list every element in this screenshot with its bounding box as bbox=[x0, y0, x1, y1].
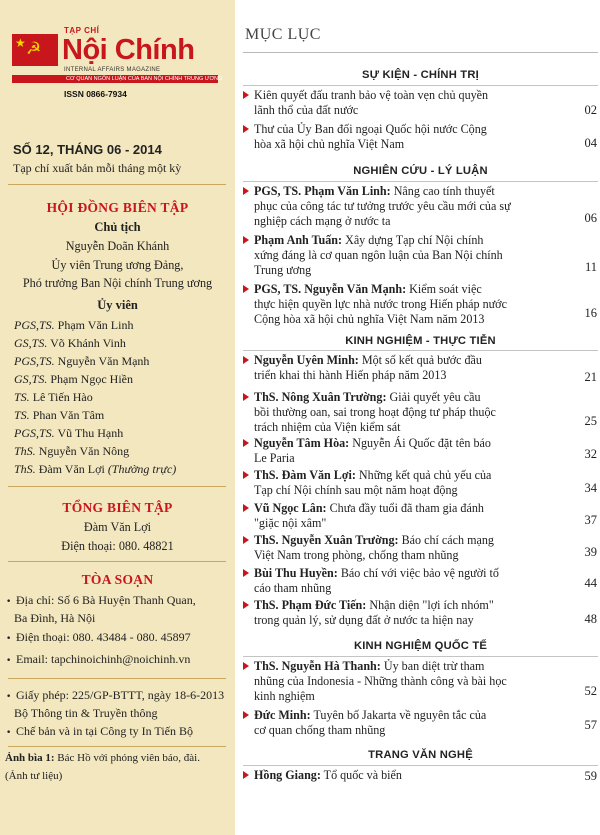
table-of-contents bbox=[235, 0, 600, 835]
toc-section-heading: NGHIÊN CỨU - LÝ LUẬN bbox=[353, 165, 488, 177]
toc-page-number: 02 bbox=[584, 103, 597, 117]
toc-page-number: 52 bbox=[584, 684, 597, 698]
board-member: PGS,TS. Nguyễn Văn Mạnh bbox=[14, 354, 150, 368]
bullet-triangle-icon bbox=[243, 236, 249, 244]
section-rule bbox=[243, 181, 598, 182]
license-info: • Giấy phép: 225/GP-BTTT, ngày 18-6-2013 bbox=[6, 688, 225, 702]
toc-page-number: 16 bbox=[584, 306, 597, 320]
editor-phone: Điện thoại: 080. 48821 bbox=[61, 539, 174, 553]
toc-page-number: 34 bbox=[584, 481, 597, 495]
toc-title: MỤC LỤC bbox=[245, 26, 321, 43]
license-authority: Bộ Thông tin & Truyền thông bbox=[14, 706, 158, 720]
board-heading: HỘI ĐỒNG BIÊN TẬP bbox=[46, 200, 189, 215]
toc-entry[interactable]: Bùi Thu Huyền: Báo chí với việc bảo vệ người tố cáo tham nhũng bbox=[243, 566, 563, 596]
party-flag-icon bbox=[12, 34, 58, 66]
office-email: • Email: tapchinoichinh@noichinh.vn bbox=[6, 652, 191, 666]
toc-entry[interactable]: Nguyễn Uyên Minh: Một số kết quả bước đầu triển khai thi hành Hiến pháp năm 2013 bbox=[243, 353, 563, 383]
bullet-triangle-icon bbox=[243, 471, 249, 479]
toc-page-number: 48 bbox=[584, 612, 597, 626]
toc-section-heading: KINH NGHIỆM QUỐC TẾ bbox=[353, 640, 488, 652]
star-icon: ★ bbox=[15, 36, 26, 50]
toc-entry[interactable]: Đức Minh: Tuyên bố Jakarta về nguyên tắc của cơ quan chống tham nhũng bbox=[243, 708, 563, 738]
bullet-icon: • bbox=[6, 634, 12, 644]
masthead bbox=[12, 26, 223, 99]
board-member: PGS,TS. Phạm Văn Linh bbox=[14, 318, 134, 332]
cover-caption: Ảnh bìa 1: Bác Hồ với phóng viên báo, đài. bbox=[5, 752, 200, 764]
toc-section-heading: SỰ KIỆN - CHÍNH TRỊ bbox=[362, 69, 479, 81]
bullet-icon: • bbox=[6, 692, 12, 702]
toc-page-number: 25 bbox=[584, 414, 597, 428]
toc-page-number: 21 bbox=[584, 370, 597, 384]
divider bbox=[8, 746, 226, 747]
bullet-triangle-icon bbox=[243, 187, 249, 195]
toc-page-number: 44 bbox=[584, 576, 597, 590]
toc-entry[interactable]: PGS, TS. Nguyễn Văn Mạnh: Kiểm soát việc thực hiện quyền lực nhà nước trong Hiến pháp nước Cộng hòa xã hội chủ nghĩa Việt Nam năm 2013 bbox=[243, 282, 563, 328]
editor-heading: TỔNG BIÊN TẬP bbox=[62, 500, 173, 515]
divider bbox=[8, 486, 226, 487]
board-member: TS. Phan Văn Tâm bbox=[14, 408, 105, 422]
office-phone: • Điện thoại: 080. 43484 - 080. 45897 bbox=[6, 630, 191, 644]
toc-page-number: 39 bbox=[584, 545, 597, 559]
toc-entry[interactable]: Phạm Anh Tuấn: Xây dựng Tạp chí Nội chính xứng đáng là cơ quan ngôn luận của Ban Nội chính Trung ương bbox=[243, 233, 563, 279]
bullet-triangle-icon bbox=[243, 356, 249, 364]
toc-entry[interactable]: Kiên quyết đấu tranh bảo vệ toàn vẹn chủ quyền lãnh thổ của đất nước bbox=[243, 88, 563, 118]
issue-number: SỐ 12, THÁNG 06 - 2014 bbox=[13, 142, 162, 157]
toc-page-number: 11 bbox=[584, 260, 597, 274]
board-member: ThS. Nguyễn Văn Nông bbox=[14, 444, 130, 458]
divider bbox=[8, 561, 226, 562]
toc-page-number: 06 bbox=[584, 211, 597, 225]
divider bbox=[8, 184, 226, 185]
bullet-triangle-icon bbox=[243, 662, 249, 670]
toc-entry[interactable]: ThS. Nguyễn Xuân Trường: Báo chí cách mạng Việt Nam trong phòng, chống tham nhũng bbox=[243, 533, 563, 563]
cover-credit: (Ảnh tư liệu) bbox=[5, 770, 63, 782]
office-heading: TÒA SOẠN bbox=[81, 572, 154, 587]
bullet-triangle-icon bbox=[243, 601, 249, 609]
board-member: TS. Lê Tiến Hào bbox=[14, 390, 93, 404]
toc-page-number: 04 bbox=[584, 136, 597, 150]
printer-info: • Chế bản và in tại Công ty In Tiến Bộ bbox=[6, 724, 193, 738]
toc-section-heading: KINH NGHIỆM - THỰC TIỄN bbox=[345, 335, 496, 347]
office-address: • Địa chỉ: Số 6 Bà Huyện Thanh Quan, bbox=[6, 593, 196, 607]
toc-page-number: 32 bbox=[584, 447, 597, 461]
bullet-triangle-icon bbox=[243, 569, 249, 577]
bullet-icon: • bbox=[6, 656, 12, 666]
bullet-icon: • bbox=[6, 728, 12, 738]
board-member: GS,TS. Phạm Ngọc Hiền bbox=[14, 372, 133, 386]
bullet-triangle-icon bbox=[243, 536, 249, 544]
bullet-triangle-icon bbox=[243, 285, 249, 293]
toc-page-number: 57 bbox=[584, 718, 597, 732]
masthead-sidebar bbox=[0, 0, 235, 835]
section-rule bbox=[243, 85, 598, 86]
toc-entry[interactable]: Thư của Ủy Ban đối ngoại Quốc hội nước Cộng hòa xã hội chủ nghĩa Việt Nam bbox=[243, 122, 563, 152]
toc-entry[interactable]: ThS. Nông Xuân Trường: Giải quyết yêu cầu bồi thường oan, sai trong hoạt động tư pháp thuộc trách nhiệm của Viện kiểm sát bbox=[243, 390, 563, 436]
hammer-sickle-icon: ☭ bbox=[26, 39, 42, 59]
toc-page-number: 59 bbox=[584, 769, 597, 783]
bullet-triangle-icon bbox=[243, 393, 249, 401]
bullet-triangle-icon bbox=[243, 125, 249, 133]
toc-page-number: 37 bbox=[584, 513, 597, 527]
toc-entry[interactable]: ThS. Phạm Đức Tiến: Nhận diện "lợi ích nhóm" trong quản lý, sử dụng đất ở nước ta hiện nay bbox=[243, 598, 563, 628]
chair-title-line1: Ủy viên Trung ương Đảng, bbox=[51, 258, 184, 272]
editor-name: Đàm Văn Lợi bbox=[83, 520, 152, 534]
bullet-triangle-icon bbox=[243, 771, 249, 779]
office-address-line2: Ba Đình, Hà Nội bbox=[14, 611, 96, 625]
bullet-triangle-icon bbox=[243, 504, 249, 512]
toc-entry[interactable]: Hồng Giang: Tổ quốc và biển bbox=[243, 768, 563, 783]
toc-entry[interactable]: PGS, TS. Phạm Văn Linh: Nâng cao tính thuyết phục của công tác tư tưởng trước yêu cầu mới của sự nghiệp cách mạng ở nước ta bbox=[243, 184, 563, 230]
bullet-icon: • bbox=[6, 597, 12, 607]
toc-entry[interactable]: ThS. Nguyễn Hà Thanh: Ủy ban diệt trừ tham nhũng của Indonesia - Những thành công và bài học kinh nghiệm bbox=[243, 659, 563, 705]
issn-number: ISSN 0866-7934 bbox=[64, 89, 127, 99]
toc-section-heading: TRANG VĂN NGHỆ bbox=[368, 749, 473, 761]
chair-name: Nguyễn Doãn Khánh bbox=[65, 239, 170, 253]
board-member: PGS,TS. Vũ Thu Hạnh bbox=[14, 426, 124, 440]
board-member: ThS. Đàm Văn Lợi (Thường trực) bbox=[14, 462, 177, 476]
issue-frequency: Tạp chí xuất bản mỗi tháng một kỳ bbox=[13, 161, 182, 175]
masthead-prefix: TẠP CHÍ bbox=[64, 26, 100, 35]
chair-title-line2: Phó trưởng Ban Nội chính Trung ương bbox=[22, 276, 213, 290]
toc-entry[interactable]: Nguyễn Tâm Hòa: Nguyễn Ái Quốc đặt tên báo Le Paria bbox=[243, 436, 563, 466]
section-rule bbox=[243, 765, 598, 766]
magazine-logo: Nội Chính bbox=[62, 34, 195, 66]
bullet-triangle-icon bbox=[243, 439, 249, 447]
chair-label: Chủ tịch bbox=[94, 220, 141, 234]
toc-title-rule bbox=[243, 52, 598, 53]
masthead-subtitle: INTERNAL AFFAIRS MAGAZINE bbox=[64, 67, 161, 73]
section-rule bbox=[243, 350, 598, 351]
masthead-tagline: CƠ QUAN NGÔN LUẬN CỦA BAN NỘI CHÍNH TRUNG ƯƠNG bbox=[66, 76, 223, 82]
section-rule bbox=[243, 656, 598, 657]
members-label: Ủy viên bbox=[97, 298, 138, 312]
board-member: GS,TS. Võ Khánh Vinh bbox=[14, 336, 126, 350]
toc-entry[interactable]: ThS. Đàm Văn Lợi: Những kết quả chủ yếu của Tạp chí Nội chính sau một năm hoạt động bbox=[243, 468, 563, 498]
divider bbox=[8, 678, 226, 679]
bullet-triangle-icon bbox=[243, 91, 249, 99]
bullet-triangle-icon bbox=[243, 711, 249, 719]
toc-entry[interactable]: Vũ Ngọc Lân: Chưa đầy tuổi đã tham gia đánh "giặc nội xâm" bbox=[243, 501, 563, 531]
